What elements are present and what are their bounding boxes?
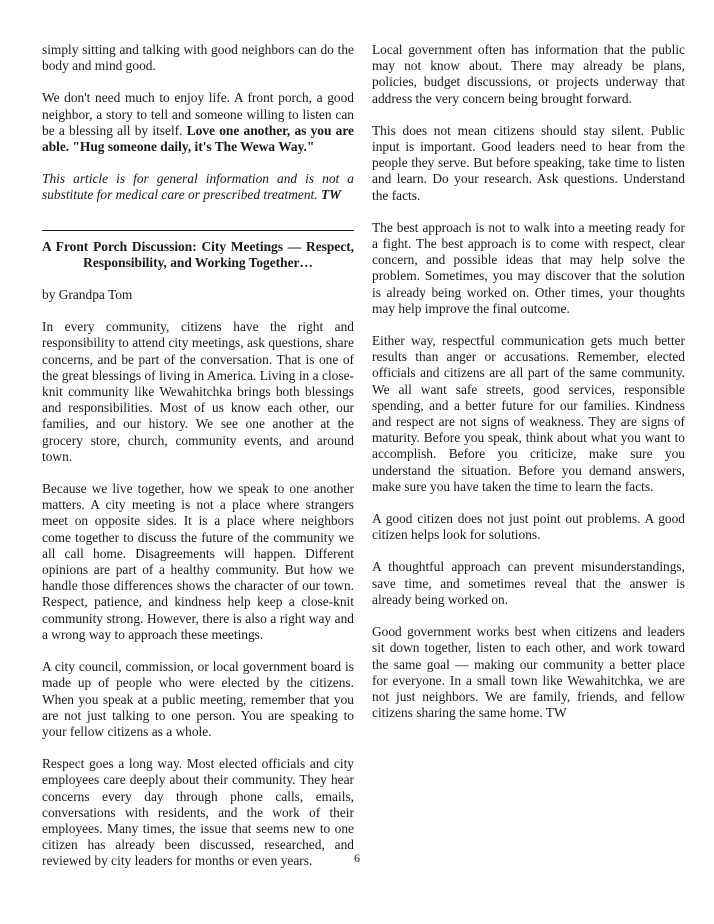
front-porch-text: We don't need much to enjoy life. A front porch, a good neighbor, a story to tell and someone willing to listen can be a blessing all by itself. [42, 90, 354, 138]
article-paragraph-2: Because we live together, how we speak to one another matters. A city meeting is not a place where strangers meet on opposite sides. It is a place where neighbors come together to discuss the future of the community we all call home. Disagreements will happen. Different opinions are part of a healthy community. But how we handle those differences shows the character of our town. Respect, patience, and kindness help keep a close-knit community strong. However, there is also a right way and a wrong way to approach these meetings. [42, 481, 354, 642]
article-paragraph-5: Local government often has information that the public may not know about. There may already be plans, policies, budget discussions, or projects underway that address the very concern being brought forward. [372, 42, 685, 106]
article-paragraph-6: This does not mean citizens should stay silent. Public input is important. Good leaders need to hear from the people they serve. But before speaking, take time to listen and learn. Do your research. Ask questions. Understand the facts. [372, 122, 685, 203]
article-byline: by Grandpa Tom [42, 287, 133, 303]
right-column [372, 42, 685, 721]
disclaimer-signature: TW [320, 187, 342, 203]
article-paragraph-11: Good government works best when citizens and leaders sit down together, listen to each other, and work toward the same goal — making our community a better place for everyone. In a small town like Wewahitchka, we are not just neighbors. We are family, friends, and fellow citizens sharing the same home. TW [372, 624, 685, 721]
left-column [42, 42, 354, 870]
article-paragraph-8: Either way, respectful communication gets much better results than anger or accusations. Remember, elected officials and citizens are all part of the same community. We all want safe streets, good services, responsible spending, and a better future for our families. Kindness and respect are not signs of weakness. They are signs of maturity. Before you speak, think about what you want to accomplish. Before you criticize, make sure you understand the situation. Before you demand answers, make sure you have taken the time to learn the facts. [372, 333, 685, 494]
article-paragraph-9: A good citizen does not just point out problems. A good citizen helps look for solutions. [372, 511, 685, 543]
front-porch-paragraph [42, 90, 354, 155]
article-headline: A Front Porch Discussion: City Meetings — Respect, Responsibility, and Working Together… [42, 238, 354, 270]
disclaimer-text: This article is for general information and is not a substitute for medical care or prescribed treatment. [42, 171, 354, 203]
article-paragraph-3: A city council, commission, or local government board is made up of people who were elected by the citizens. When you speak at a public meeting, remember that you are not just talking to one person. You are speaking to your fellow citizens as a whole. [42, 659, 354, 739]
article-paragraph-1: In every community, citizens have the right and responsibility to attend city meetings, ask questions, share concerns, and be part of the conversation. That is one of the great blessings of living in America. Living in a close-knit community like Wewahitchka brings both blessings and responsibilities. Most of us know each other, our families, and our history. We see one another at the grocery store, church, community events, and around town. [42, 319, 354, 464]
page-number: 6 [354, 851, 360, 865]
intro-paragraph-end: simply sitting and talking with good neighbors can do the body and mind good. [42, 42, 354, 74]
medical-disclaimer [42, 171, 354, 203]
article-paragraph-10: A thoughtful approach can prevent misunderstandings, save time, and sometimes reveal that the answer is already being worked on. [372, 559, 685, 607]
article-divider [42, 230, 354, 231]
wewa-way-motto: Love one another, as you are able. "Hug someone daily, it's The Wewa Way." [42, 122, 354, 155]
article-paragraph-7: The best approach is not to walk into a meeting ready for a fight. The best approach is to come with respect, clear concern, and possible ideas that may help solve the problem. Sometimes, you may discover that the solution is already being worked on. Other times, your thoughts may help improve the final outcome. [372, 219, 685, 316]
article-paragraph-4: Respect goes a long way. Most elected officials and city employees care deeply about their community. They hear concerns every day through phone calls, emails, conversations with residents, and the work of their employees. Many times, the issue that seems new to one citizen has already been discussed, researched, and reviewed by city leaders for months or even years. [42, 756, 354, 869]
